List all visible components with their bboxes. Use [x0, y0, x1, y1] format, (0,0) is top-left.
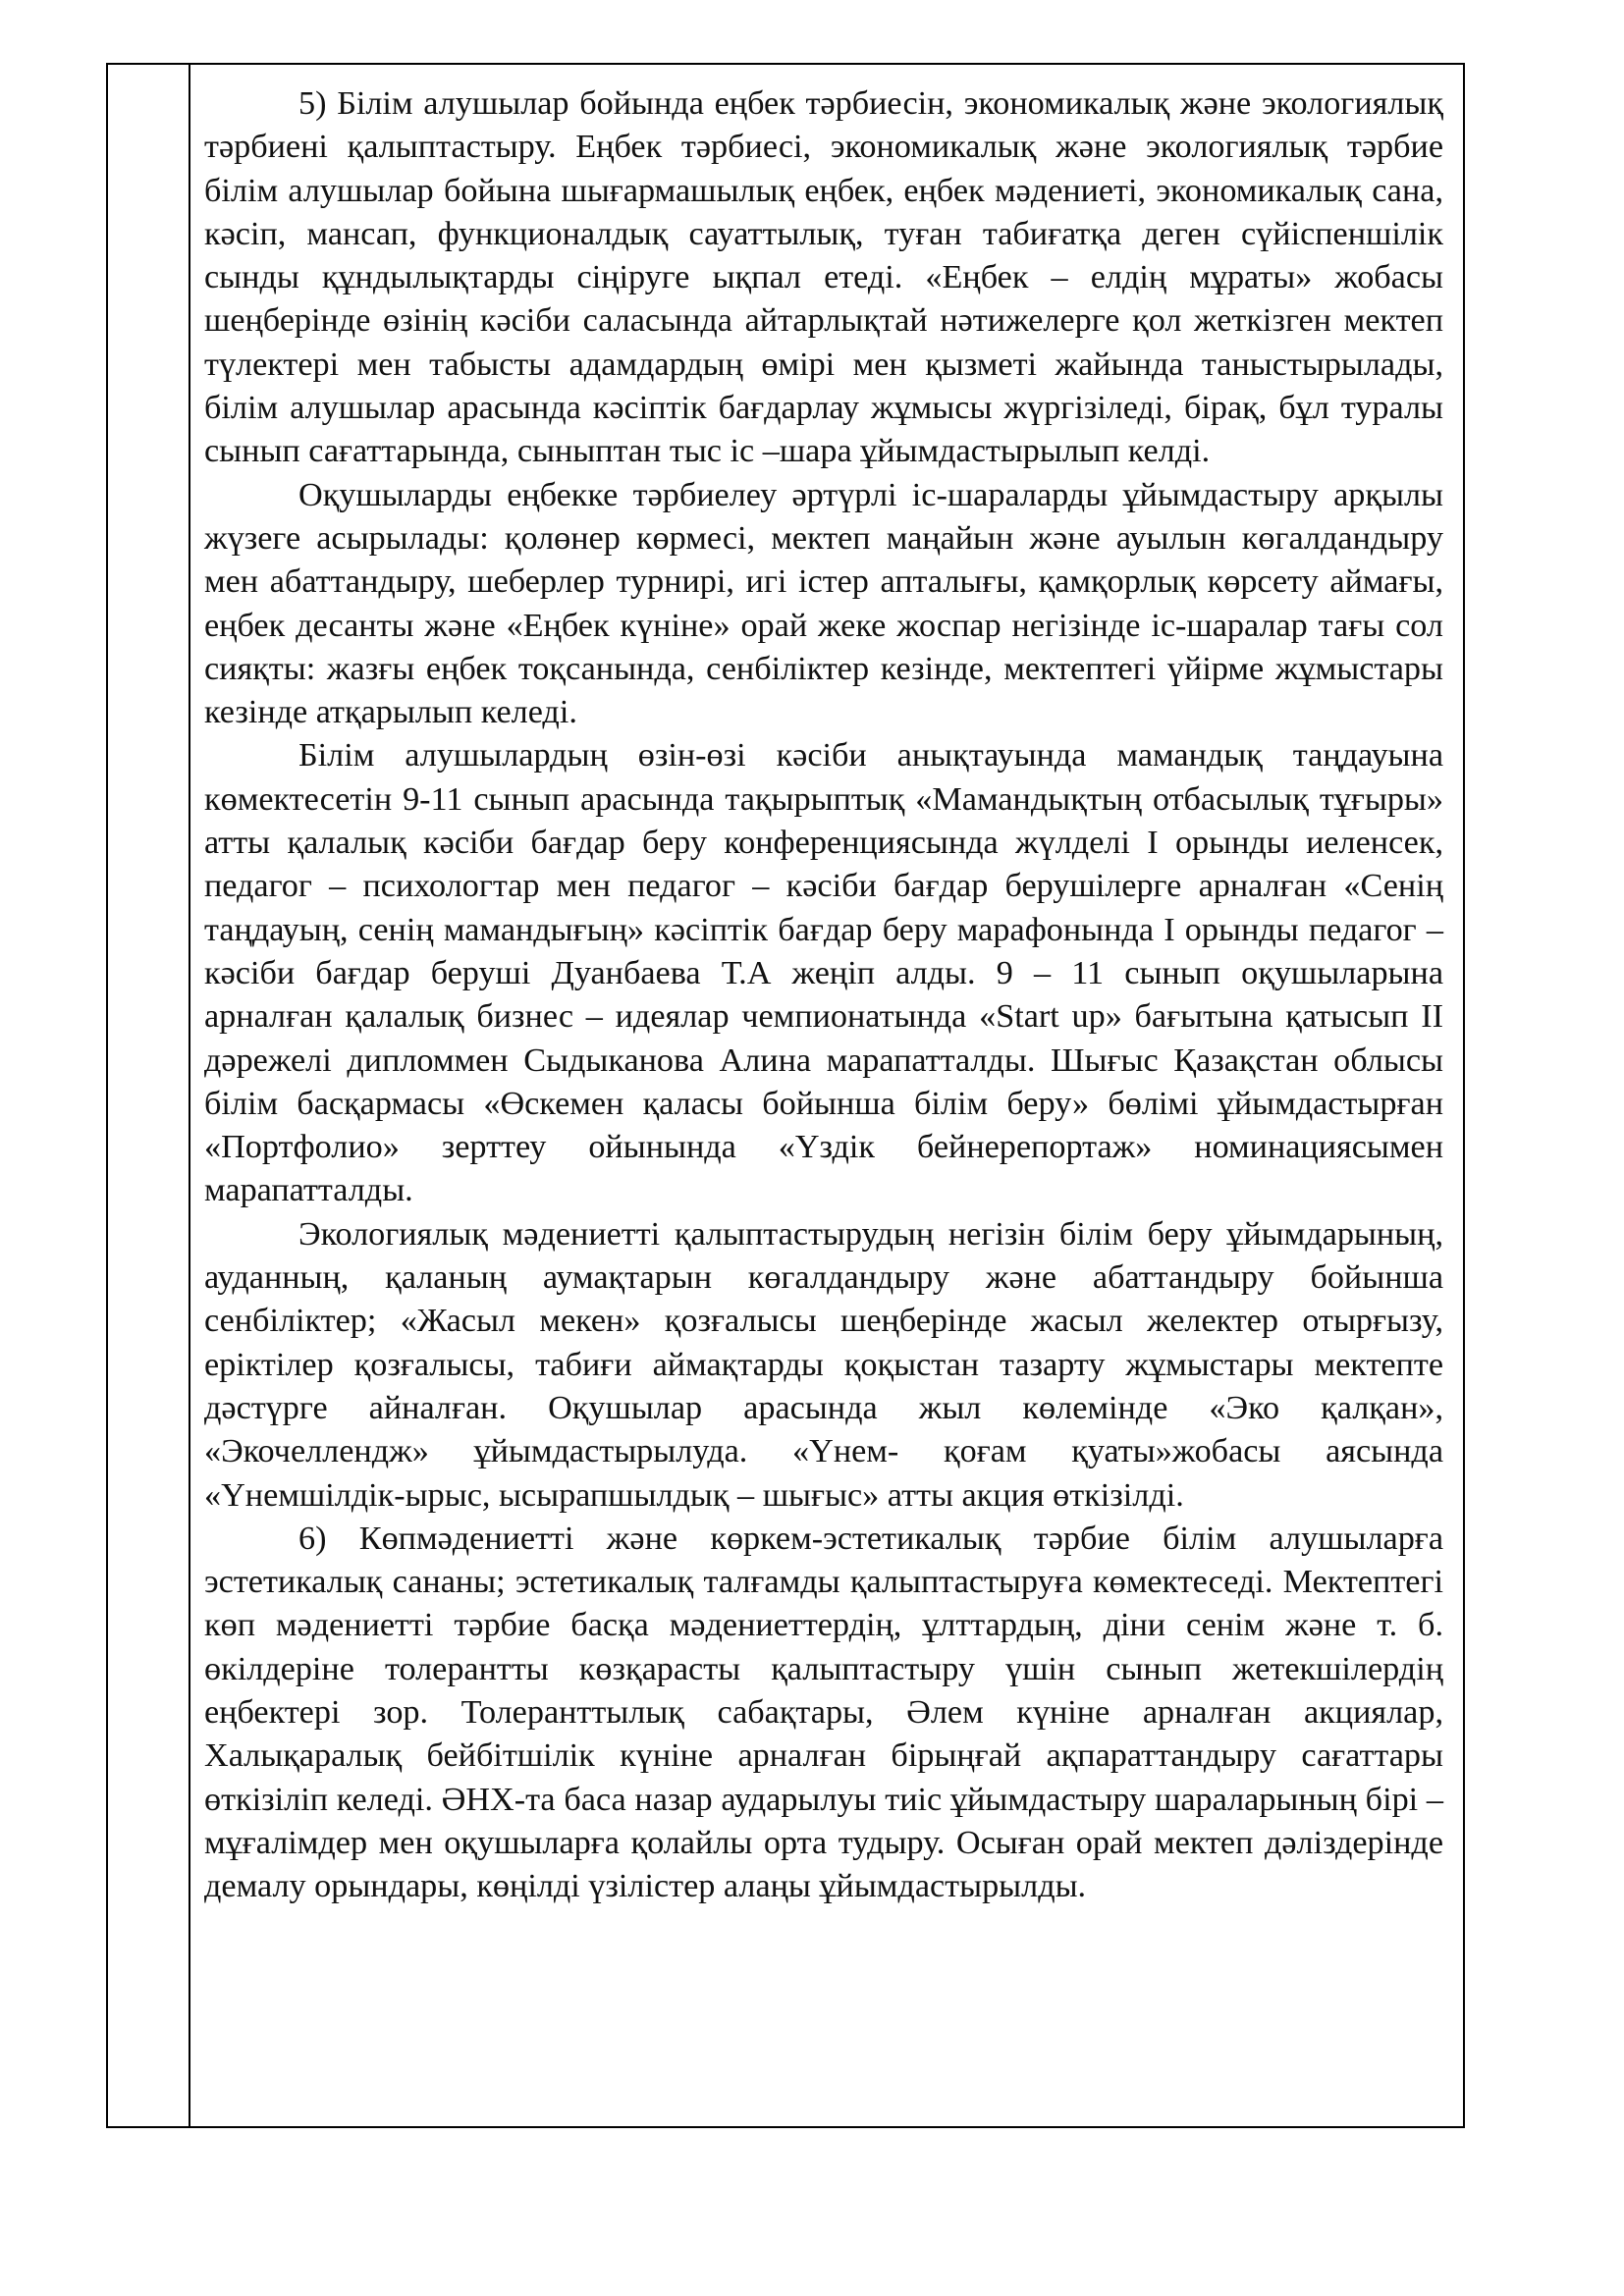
document-table — [106, 63, 1465, 2128]
paragraph-career-guidance: Білім алушылардың өзін-өзі кәсіби анықтауында мамандық таңдауына көмектесетін 9-11 сынып арасында тақырыптық «Мамандықтың отбасылық тұғыры» атты қалалық кәсіби бағдар беру конференциясында жүлделі І орынды иеленсек, педагог – психологтар мен педагог – кәсіби бағдар берушілерге арналған «Сенің таңдауың, сенің мамандығың» кәсіптік бағдар беру марафонында І орынды педагог – кәсіби бағдар беруші Дуанбаева Т.А жеңіп алды. 9 – 11 сынып оқушыларына арналған қалалық бизнес – идеялар чемпионатында «Start up» бағытына қатысып ІІ дәрежелі дипломмен Сыдыканова Алина марапатталды. Шығыс Қазақстан облысы білім басқармасы «Өскемен қаласы бойынша білім беру» бөлімі ұйымдастырған «Портфолио» зерттеу ойынында «Үздік бейнерепортаж» номинациясымен марапатталды. — [204, 737, 1443, 1209]
table-left-column — [108, 65, 190, 2126]
paragraph-labor-activities: Оқушыларды еңбекке тәрбиелеу әртүрлі іс-шараларды ұйымдастыру арқылы жүзеге асырылады: қолөнер көрмесі, мектеп маңайын және ауылын көгалдандыру мен абаттандыру, шеберлер турнирі, игі істер апталығы, қамқорлық көрсету аймағы, еңбек десанты және «Еңбек күніне» орай жеке жоспар негізінде іс-шаралар тағы сол сияқты: жазғы еңбек тоқсанында, сенбіліктер кезінде, мектептегі үйірме жұмыстары кезінде атқарылып келеді. — [204, 476, 1443, 731]
paragraph-multicultural-education: 6) Көпмәдениетті және көркем-эстетикалық тәрбие білім алушыларға эстетикалық сананы; эстетикалық талғамды қалыптастыруға көмектеседі. Мектептегі көп мәдениетті тәрбие басқа мәдениеттердің, ұлттардың, діни сенім және т. б. өкілдеріне толерантты көзқарасты қалыптастыру үшін сынып жетекшілердің еңбектері зор. Толеранттылық сабақтары, Әлем күніне арналған акциялар, Халықаралық бейбітшілік күніне арналған бірыңғай ақпараттандыру сағаттары өткізіліп келеді. ӘНХ-та баса назар аударылуы тиіс ұйымдастыру шараларының бірі – мұғалімдер мен оқушыларға қолайлы орта тудыру. Осыған орай мектеп дәліздерінде демалу орындары, көңілді үзілістер алаңы ұйымдастырылды. — [204, 1520, 1443, 1905]
paragraph-ecological-culture: Экологиялық мәдениетті қалыптастырудың негізін білім беру ұйымдарының, ауданның, қаланың аумақтарын көгалдандыру және абаттандыру бойынша сенбіліктер; «Жасыл мекен» қозғалысы шеңберінде жасыл желектер отырғызу, еріктілер қозғалысы, табиғи аймақтарды қоқыстан тазарту жұмыстары мектепте дәстүрге айналған. Оқушылар арасында жыл көлемінде «Эко қалқан», «Экочеллендж» ұйымдастырылуда. «Үнем- қоғам қуаты»жобасы аясында «Үнемшілдік-ырыс, ысырапшылдық – шығыс» атты акция өткізілді. — [204, 1215, 1443, 1514]
table-content-column — [190, 65, 1463, 2126]
paragraph-labor-education: 5) Білім алушылар бойында еңбек тәрбиесін, экономикалық және экологиялық тәрбиені қалыптастыру. Еңбек тәрбиесі, экономикалық және экологиялық тәрбие білім алушылар бойына шығармашылық еңбек, еңбек мәдениеті, экономикалық сана, кәсіп, мансап, функционалдық сауаттылық, туған табиғатқа деген сүйіспеншілік сынды құндылықтарды сіңіруге ықпал етеді. «Еңбек – елдің мұраты» жобасы шеңберінде өзінің кәсіби саласында айтарлықтай нәтижелерге қол жеткізген мектеп түлектері мен табысты адамдардың өмірі мен қызметі жайында таныстырылады, білім алушылар арасында кәсіптік бағдарлау жұмысы жүргізіледі, бірақ, бұл туралы сынып сағаттарында, сыныптан тыс іс –шара ұйымдастырылып келді. — [204, 85, 1443, 470]
